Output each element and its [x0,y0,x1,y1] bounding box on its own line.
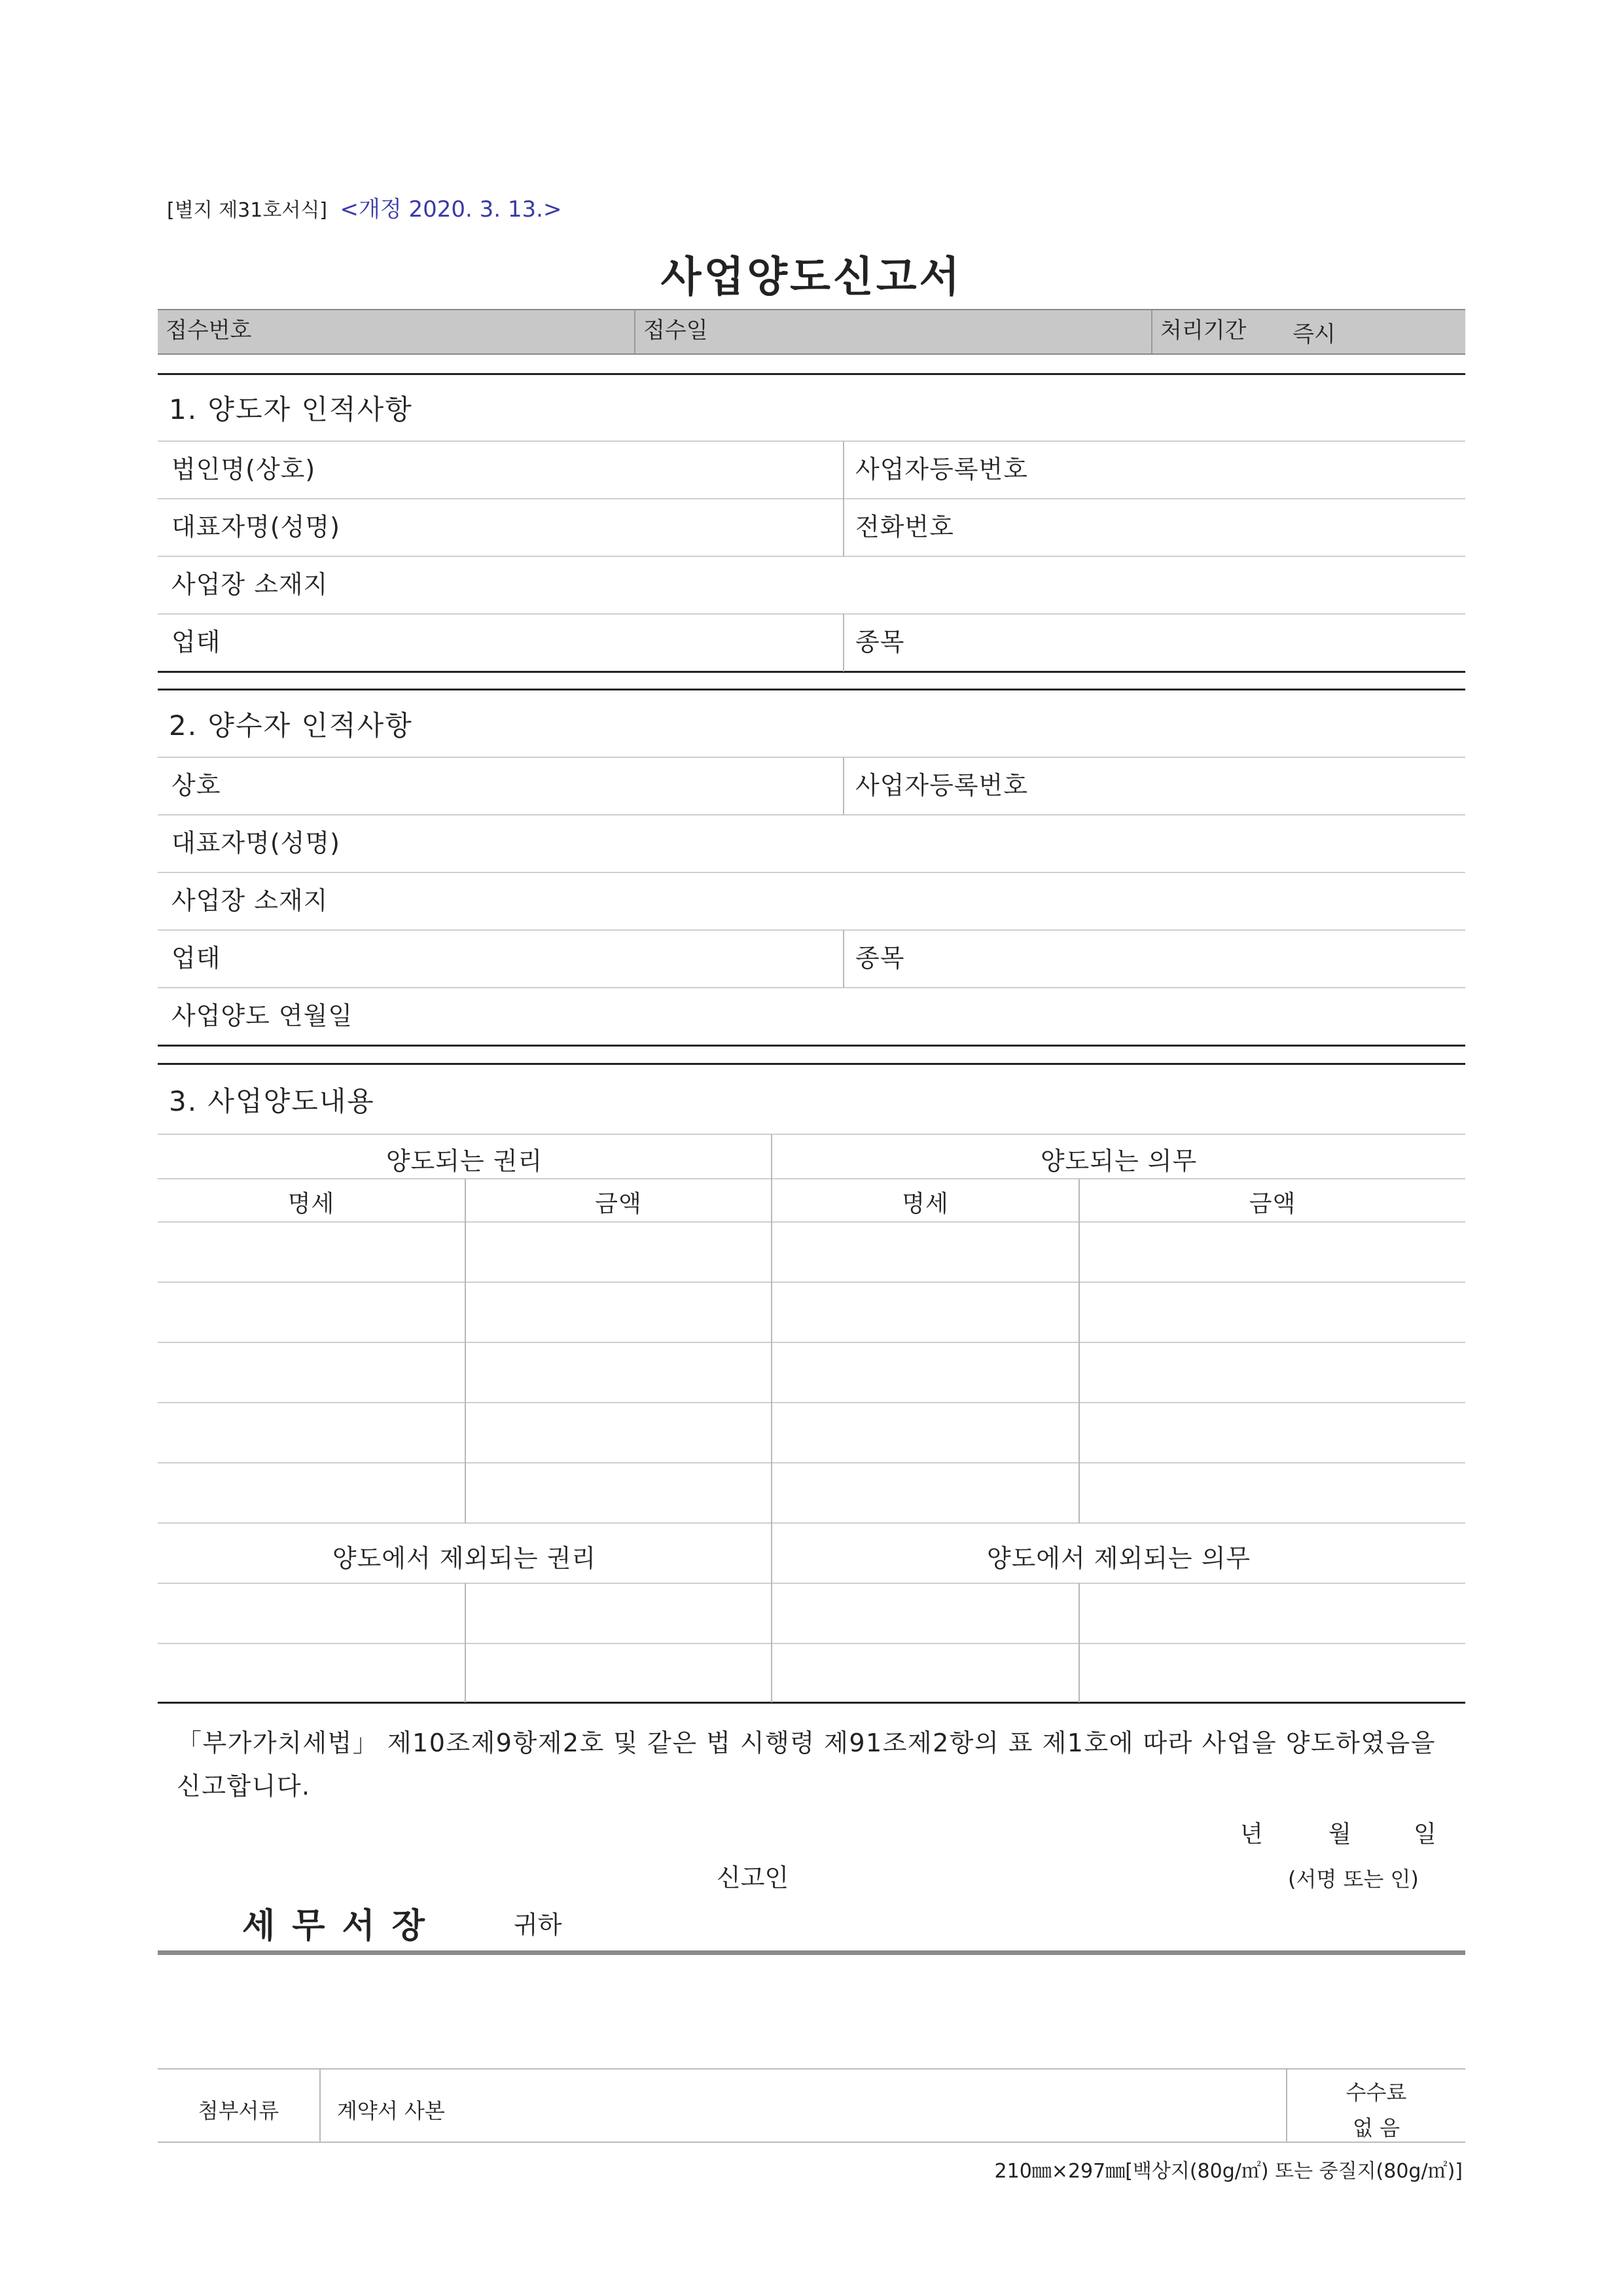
paper-spec: 210㎜×297㎜[백상지(80g/㎡) 또는 중질지(80g/㎡)] [994,2160,1463,2183]
transferee-trade-name-field[interactable]: 상호 [171,771,221,800]
addressee-suffix: 귀하 [514,1910,562,1939]
attachments-value: 계약서 사본 [337,2098,445,2123]
reporter-name-field[interactable] [818,1852,1276,1889]
fee-label: 수수료 [1346,2080,1407,2105]
transfer-date-field[interactable]: 사업양도 연월일 [171,1001,353,1030]
fee-value: 없 음 [1353,2115,1400,2140]
excluded-obligations-amount-cells[interactable] [1080,1584,1465,1702]
rights-detail-col: 명세 [287,1191,335,1217]
excluded-rights-header: 양도에서 제외되는 권리 [332,1544,597,1573]
tax-office-addressee: 세무서장 [242,1907,442,1946]
transferee-business-item-field[interactable]: 종목 [855,944,905,973]
excluded-obligations-detail-cells[interactable] [772,1584,1079,1702]
page-title: 사업양도신고서 [660,253,963,302]
transferor-representative-field[interactable]: 대표자명(성명) [171,512,340,541]
transferee-biz-reg-field[interactable]: 사업자등록번호 [855,771,1028,800]
revision-date: <개정 2020. 3. 13.> [340,196,562,223]
obligations-detail-col: 명세 [902,1191,949,1217]
reporter-label: 신고인 [717,1863,789,1892]
transferor-business-item-field[interactable]: 종목 [855,628,905,656]
date-year-label: 년 [1240,1821,1263,1848]
rights-detail-cells[interactable] [158,1223,465,1521]
processing-period [1152,310,1460,353]
transferor-biz-reg-field[interactable]: 사업자등록번호 [855,455,1028,484]
obligations-header: 양도되는 의무 [1040,1147,1198,1175]
rights-amount-cells[interactable] [466,1223,771,1521]
rights-header: 양도되는 권리 [385,1147,543,1175]
receipt-number-field[interactable] [158,310,634,353]
obligations-detail-cells[interactable] [772,1223,1079,1521]
excluded-rights-detail-cells[interactable] [158,1584,465,1702]
rights-amount-col: 금액 [595,1191,642,1217]
transferee-representative-field[interactable]: 대표자명(성명) [171,829,340,857]
form-number: [별지 제31호서식] [167,199,327,222]
receipt-date-label: 접수일 [643,317,708,344]
excluded-rights-amount-cells[interactable] [466,1584,771,1702]
footer-divider [158,1950,1465,1955]
excluded-obligations-header: 양도에서 제외되는 의무 [986,1544,1251,1573]
section-transferor-title: 1. 양도자 인적사항 [169,393,413,425]
date-day-label: 일 [1414,1821,1436,1848]
transferee-address-field[interactable]: 사업장 소재지 [171,886,329,915]
transferor-address-field[interactable]: 사업장 소재지 [171,570,329,599]
declaration-text: 「부가가치세법」 제10조제9항제2호 및 같은 법 시행령 제91조제2항의 표 제1호에 따라 사업을 양도하였음을 신고합니다. [177,1729,1436,1801]
processing-period-label: 처리기간 [1160,317,1247,344]
obligations-amount-col: 금액 [1249,1191,1296,1217]
transferee-business-type-field[interactable]: 업태 [171,944,221,973]
processing-period-value: 즉시 [1293,321,1336,348]
receipt-number-label: 접수번호 [166,317,252,344]
transferor-business-type-field[interactable]: 업태 [171,628,221,656]
signature-note: (서명 또는 인) [1288,1867,1419,1892]
transferor-corp-name-field[interactable]: 법인명(상호) [171,455,316,484]
form-id-line [167,191,562,223]
section-transferee-title: 2. 양수자 인적사항 [169,709,413,742]
receipt-bar [158,309,1465,355]
obligations-amount-cells[interactable] [1080,1223,1465,1521]
transferor-phone-field[interactable]: 전화번호 [855,512,954,541]
receipt-date-field[interactable] [635,310,1152,353]
date-month-label: 월 [1329,1821,1351,1848]
section-contents-title: 3. 사업양도내용 [169,1085,375,1117]
attachments-label: 첨부서류 [198,2098,279,2123]
